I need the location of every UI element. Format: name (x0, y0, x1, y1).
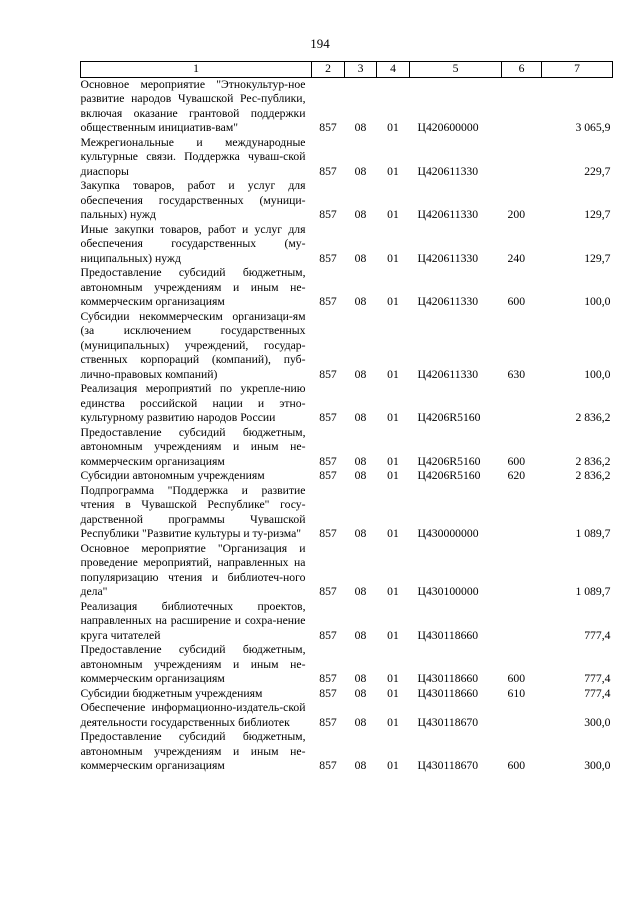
table-row (81, 382, 613, 426)
row-subsection: 01 (387, 469, 399, 482)
row-target-code: Ц430100000 (417, 585, 479, 598)
row-admin-code: 857 (319, 628, 337, 642)
row-section: 08 (354, 527, 367, 540)
header-row (81, 62, 613, 78)
table-row (81, 701, 613, 730)
row-amount: 2 836,2 (575, 411, 611, 424)
row-admin-code: 857 (319, 759, 337, 772)
row-section: 08 (354, 469, 367, 482)
row-section: 08 (354, 251, 367, 265)
row-section: 08 (354, 715, 367, 729)
row-name: Основное мероприятие "Этнокультур-ное развитие народов Чувашской Рес-публики, включая оказание грантовой поддержки общественным инициатив-вам" (80, 77, 306, 134)
row-admin-code: 857 (319, 715, 337, 729)
row-name: Предоставление субсидий бюджетным, автономным учреждениям и иным не-коммерческим организациям (80, 425, 306, 468)
row-section: 08 (354, 295, 367, 308)
row-section: 08 (354, 672, 367, 685)
row-amount: 300,0 (584, 715, 611, 729)
row-amount: 129,7 (584, 251, 611, 265)
row-admin-code: 857 (319, 208, 337, 221)
table-row (81, 469, 613, 484)
row-target-code: Ц420611330 (417, 208, 479, 221)
row-name: Предоставление субсидий бюджетным, автономным учреждениям и иным не-коммерческим организациям (80, 730, 306, 772)
row-expense-type (502, 701, 542, 730)
row-amount: 2 836,2 (575, 454, 611, 468)
table-row (81, 643, 613, 687)
row-admin-code: 857 (319, 585, 337, 598)
table-row (81, 266, 613, 310)
row-name: Подпрограмма "Поддержка и развитие чтения в Чувашской Республике" госу-дарственной программы Чувашской Республики "Развитие культуры и ту-ризма" (80, 483, 306, 540)
row-amount: 777,4 (584, 672, 611, 685)
header-col-1: 1 (81, 62, 312, 78)
table-row (81, 600, 613, 644)
row-subsection: 01 (387, 208, 399, 221)
row-subsection: 01 (387, 686, 399, 700)
budget-table (80, 61, 613, 774)
row-name: Основное мероприятие "Организация и проведение мероприятий, направленных на популяризацию чтения и библиотеч-ного дела" (80, 541, 306, 598)
table-row (81, 310, 613, 383)
row-section: 08 (354, 164, 367, 178)
row-name: Субсидии автономным учреждениям (80, 469, 265, 482)
table-row (81, 136, 613, 180)
row-target-code: Ц430118670 (417, 759, 479, 772)
row-amount: 100,0 (584, 295, 611, 308)
table-row (81, 77, 613, 136)
row-subsection: 01 (387, 527, 399, 540)
row-amount: 2 836,2 (575, 469, 611, 482)
row-target-code: Ц4206R5160 (417, 469, 481, 482)
row-admin-code: 857 (319, 672, 337, 685)
row-expense-type: 600 (507, 672, 526, 685)
row-amount: 229,7 (584, 164, 611, 178)
row-name: Субсидии бюджетным учреждениям (80, 686, 263, 700)
row-subsection: 01 (387, 411, 399, 424)
row-amount: 777,4 (584, 686, 611, 700)
row-admin-code: 857 (319, 527, 337, 540)
row-subsection: 01 (387, 251, 399, 265)
row-target-code: Ц420611330 (417, 164, 479, 178)
row-subsection: 01 (387, 164, 399, 178)
row-admin-code: 857 (319, 686, 337, 700)
row-target-code: Ц430118660 (417, 672, 479, 685)
row-amount: 1 089,7 (575, 585, 611, 598)
row-expense-type (502, 77, 542, 136)
table-row (81, 426, 613, 470)
row-subsection: 01 (387, 367, 399, 381)
row-name: Предоставление субсидий бюджетным, автономным учреждениям и иным не-коммерческим организациям (80, 266, 306, 308)
row-amount: 129,7 (584, 208, 611, 221)
row-admin-code: 857 (319, 295, 337, 308)
table-body (81, 77, 613, 774)
table-row (81, 223, 613, 267)
row-admin-code: 857 (319, 469, 337, 482)
row-section: 08 (354, 759, 367, 772)
row-target-code: Ц420611330 (417, 367, 479, 381)
row-name: Субсидии некоммерческим организаци-ям (за исключением государственных (муниципальных) учреждений, государ-ственных корпораций (компаний), пуб-лично-правовых компаний) (80, 309, 306, 381)
row-section: 08 (354, 411, 367, 424)
row-subsection: 01 (387, 454, 399, 468)
table-header (81, 62, 613, 78)
row-admin-code: 857 (319, 454, 337, 468)
row-section: 08 (354, 367, 367, 381)
row-target-code: Ц420611330 (417, 295, 479, 308)
row-section: 08 (354, 208, 367, 221)
row-target-code: Ц430118660 (417, 686, 479, 700)
row-expense-type (502, 542, 542, 600)
row-expense-type: 630 (507, 367, 526, 381)
row-expense-type (502, 382, 542, 426)
row-name: Реализация библиотечных проектов, направленных на расширение и сохра-нение круга читателей (80, 599, 306, 642)
header-col-5: 5 (410, 62, 502, 78)
header-col-4: 4 (377, 62, 410, 78)
table-row (81, 687, 613, 702)
row-target-code: Ц420611330 (417, 251, 479, 265)
row-target-code: Ц430118670 (417, 715, 479, 729)
row-name: Предоставление субсидий бюджетным, автономным учреждениям и иным не-коммерческим организациям (80, 643, 306, 685)
row-section: 08 (354, 686, 367, 700)
header-col-3: 3 (345, 62, 377, 78)
row-amount: 1 089,7 (575, 527, 611, 540)
row-expense-type: 240 (507, 251, 526, 265)
row-subsection: 01 (387, 628, 399, 642)
table-row (81, 179, 613, 223)
row-subsection: 01 (387, 295, 399, 308)
row-admin-code: 857 (319, 164, 337, 178)
row-expense-type (502, 484, 542, 542)
row-admin-code: 857 (319, 411, 337, 424)
row-subsection: 01 (387, 585, 399, 598)
row-expense-type: 600 (507, 454, 526, 468)
header-col-2: 2 (312, 62, 345, 78)
row-amount: 777,4 (584, 628, 611, 642)
row-subsection: 01 (387, 121, 399, 134)
row-name: Реализация мероприятий по укрепле-нию единства российской нации и этно-культурному развитию народов России (80, 382, 306, 424)
row-name: Межрегиональные и международные культурные связи. Поддержка чуваш-ской диаспоры (80, 135, 306, 178)
row-section: 08 (354, 121, 367, 134)
row-target-code: Ц4206R5160 (417, 411, 481, 424)
row-expense-type (502, 600, 542, 644)
row-admin-code: 857 (319, 121, 337, 134)
row-section: 08 (354, 585, 367, 598)
row-amount: 3 065,9 (575, 121, 611, 134)
row-amount: 300,0 (584, 759, 611, 772)
page-number: 194 (310, 36, 330, 51)
row-expense-type: 620 (507, 469, 526, 482)
row-admin-code: 857 (319, 367, 337, 381)
row-subsection: 01 (387, 759, 399, 772)
table-row (81, 730, 613, 774)
row-expense-type: 610 (507, 686, 526, 700)
table-row (81, 484, 613, 542)
row-subsection: 01 (387, 715, 399, 729)
row-name: Иные закупки товаров, работ и услуг для обеспечения государственных (му-ниципальных) нужд (80, 222, 306, 265)
header-col-7: 7 (542, 62, 613, 78)
row-target-code: Ц4206R5160 (417, 454, 481, 468)
row-expense-type: 200 (507, 208, 526, 221)
row-expense-type: 600 (507, 759, 526, 772)
row-amount: 100,0 (584, 367, 611, 381)
row-subsection: 01 (387, 672, 399, 685)
header-col-6: 6 (502, 62, 542, 78)
row-expense-type (502, 136, 542, 180)
table-row (81, 542, 613, 600)
row-target-code: Ц430118660 (417, 628, 479, 642)
row-section: 08 (354, 628, 367, 642)
row-expense-type: 600 (507, 295, 526, 308)
row-name: Закупка товаров, работ и услуг для обеспечения государственных (муници-пальных) нужд (80, 179, 306, 221)
row-target-code: Ц430000000 (417, 527, 479, 540)
row-admin-code: 857 (319, 251, 337, 265)
row-target-code: Ц420600000 (417, 121, 479, 134)
row-name: Обеспечение информационно-издатель-ской деятельности государственных библиотек (80, 701, 306, 729)
row-section: 08 (354, 454, 367, 468)
